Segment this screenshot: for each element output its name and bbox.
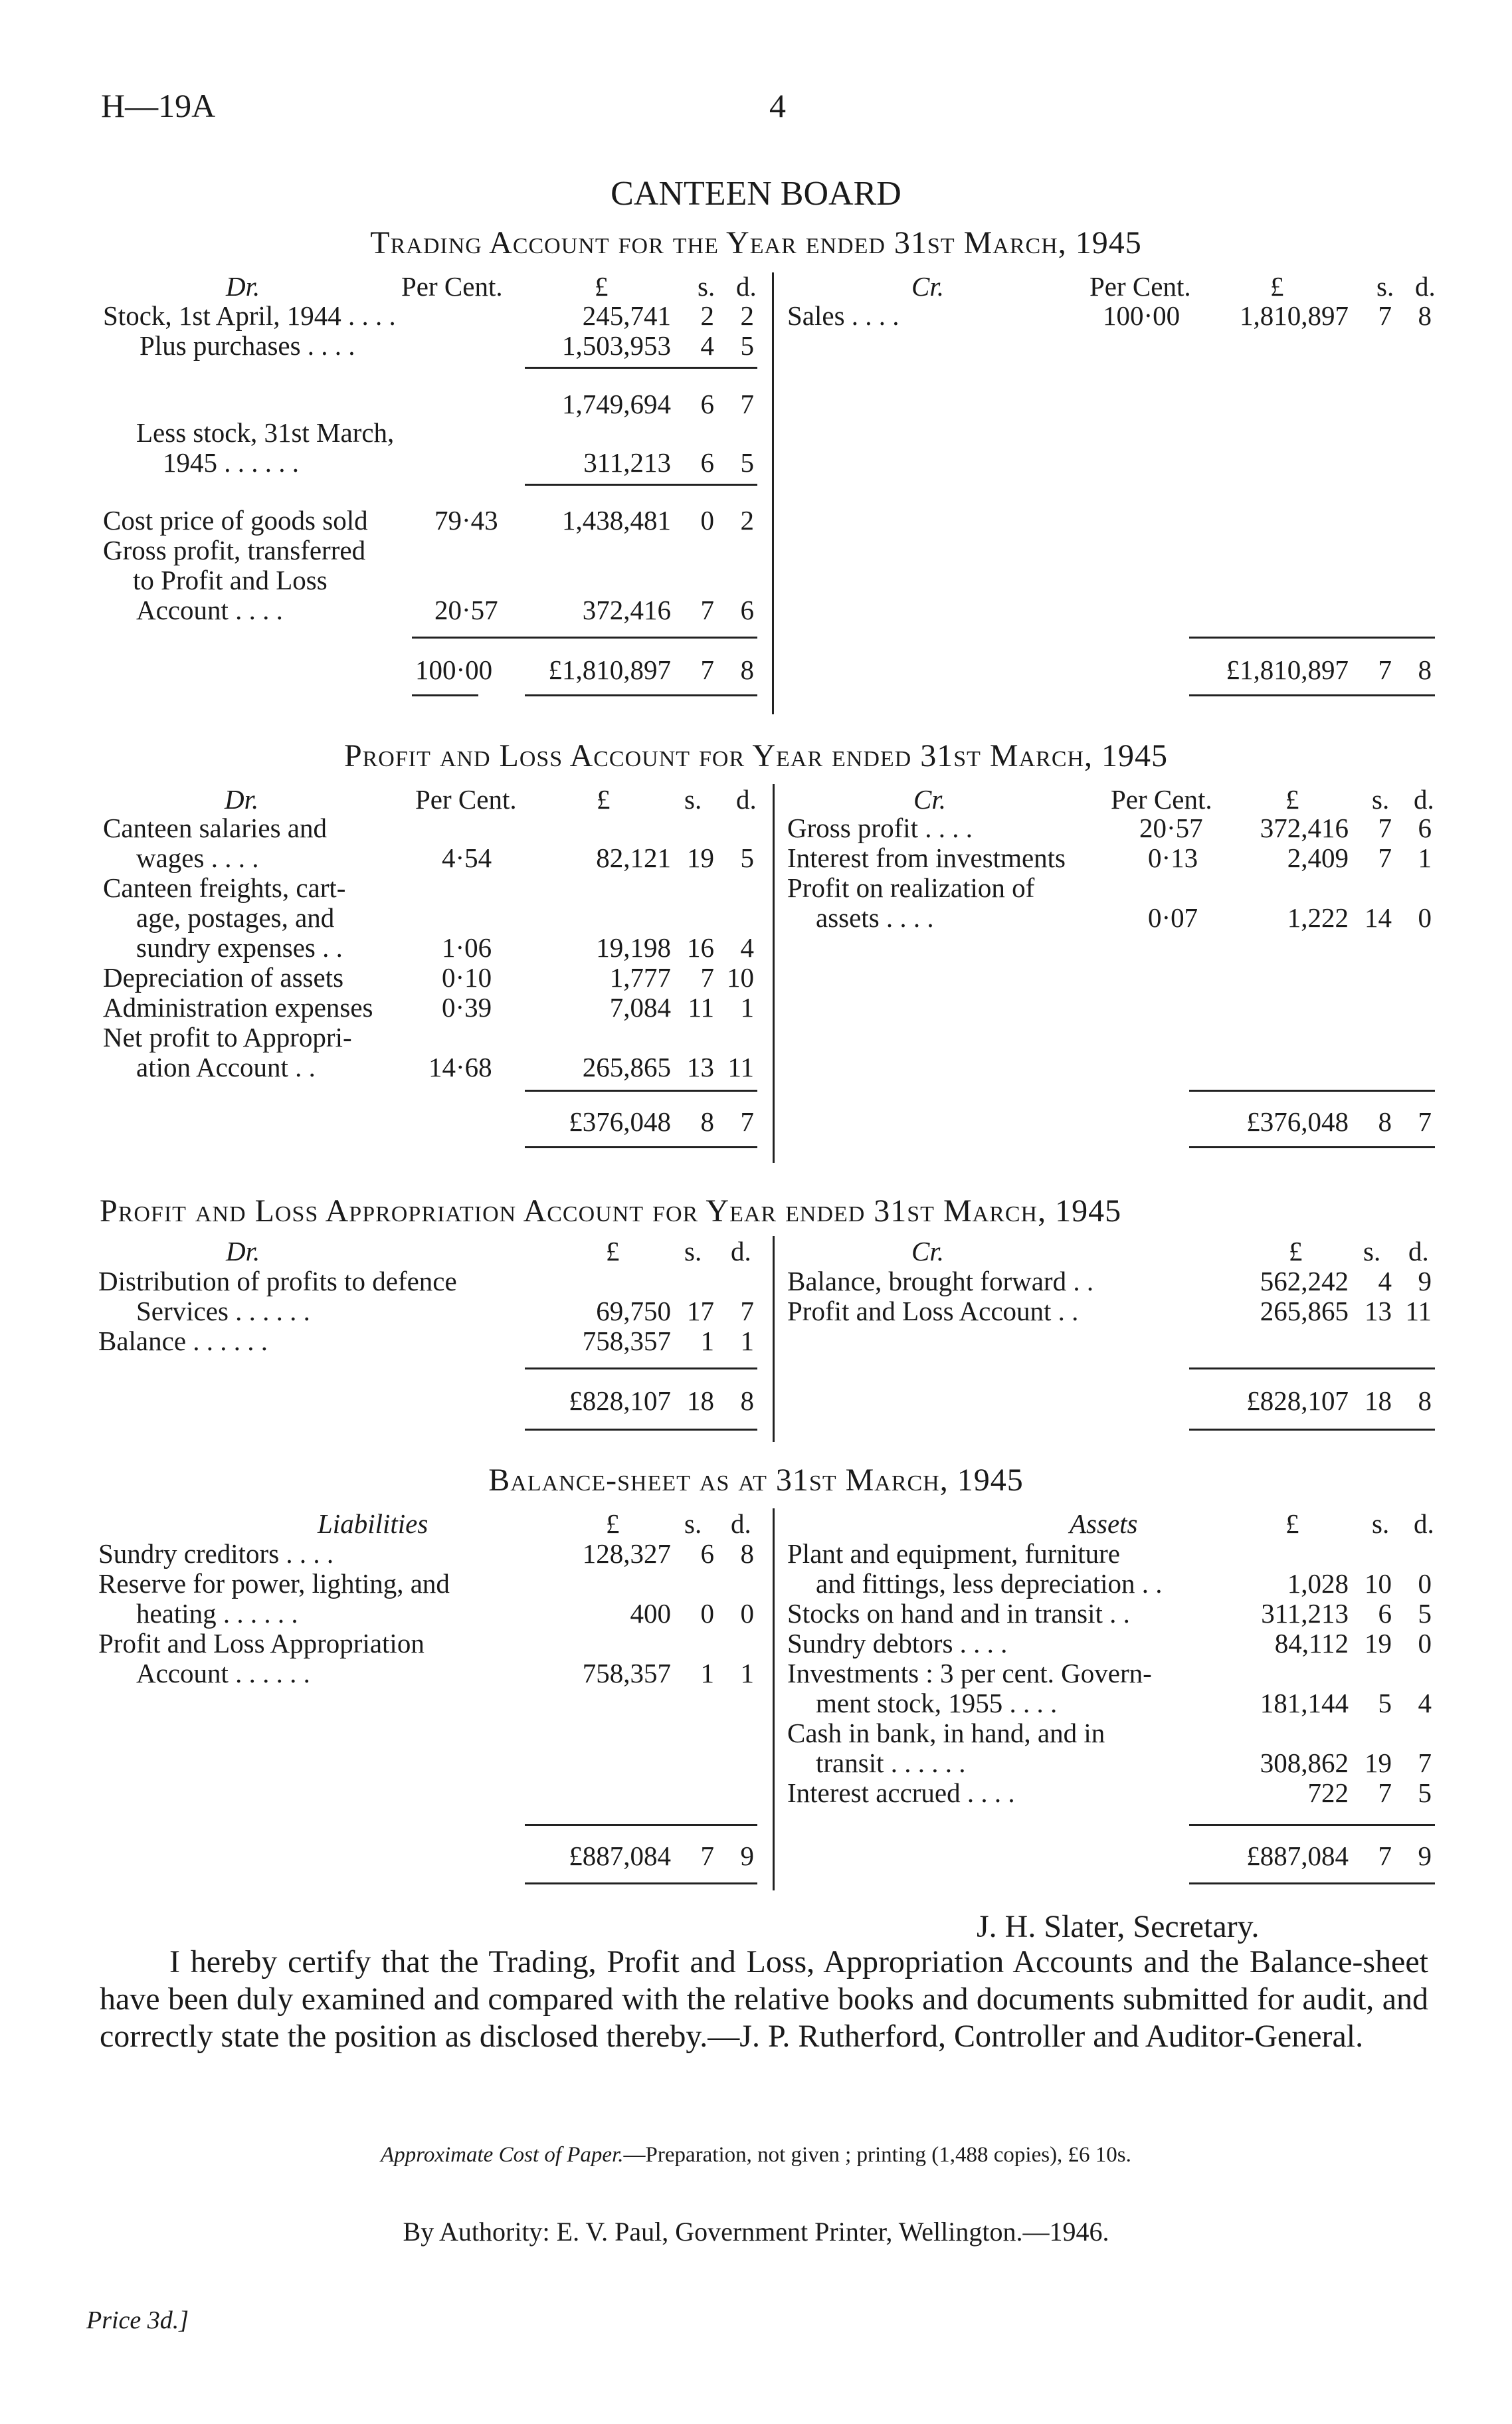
bs-pl-appropriation-pounds: 758,357 <box>582 1658 671 1688</box>
pl-dr-total-d: 7 <box>740 1106 754 1137</box>
bs-interest-accrued-pounds: 722 <box>1307 1777 1349 1808</box>
balance-sheet-title: Balance-sheet as at 31st March, 1945 <box>488 1463 1024 1498</box>
pl-interest-s: 7 <box>1378 843 1392 873</box>
pl-realization-d: 0 <box>1418 902 1432 933</box>
pl-interest-percent: 0·13 <box>1148 843 1198 873</box>
pl-cr-total-s: 8 <box>1378 1106 1392 1137</box>
pl-dr-s-header: s. <box>684 784 702 815</box>
bs-interest-accrued-d: 5 <box>1418 1777 1432 1808</box>
trading-dr-total-s: 7 <box>700 655 714 685</box>
app-pl-account-d: 11 <box>1405 1296 1432 1326</box>
trading-divider <box>772 272 774 714</box>
app-distribution-s: 17 <box>687 1296 714 1326</box>
trading-subtotal-d: 7 <box>740 389 754 419</box>
pl-admin-d: 1 <box>740 992 754 1023</box>
trading-less-stock-label: Less stock, 31st March, <box>136 417 395 448</box>
pl-salaries-d: 5 <box>740 843 754 873</box>
trading-stock-s: 2 <box>700 300 714 331</box>
pl-admin-label: Administration expenses <box>103 992 373 1023</box>
bs-creditors-pounds: 128,327 <box>582 1538 671 1569</box>
pl-salaries-pounds: 82,121 <box>596 843 671 873</box>
bs-assets-total-s: 7 <box>1378 1841 1392 1871</box>
pl-interest-pounds: 2,409 <box>1287 843 1349 873</box>
trading-gross-label-2: to Profit and Loss <box>133 565 328 595</box>
app-balance-label: Balance . . . . . . <box>98 1326 268 1356</box>
trading-sales-s: 7 <box>1378 300 1392 331</box>
bs-cash-d: 7 <box>1418 1748 1432 1778</box>
app-dr-total-s: 18 <box>687 1385 714 1416</box>
pl-freights-pounds: 19,198 <box>596 932 671 963</box>
pl-salaries-label: Canteen salaries and <box>103 813 327 843</box>
bs-stocks-d: 5 <box>1418 1598 1432 1629</box>
bs-assets-total-pounds: £887,084 <box>1246 1841 1349 1871</box>
trading-rule <box>1189 637 1435 639</box>
pl-gross-profit-label: Gross profit . . . . <box>787 813 973 843</box>
trading-cr-percent-header: Per Cent. <box>1089 271 1191 302</box>
document-code: H—19A <box>101 87 216 124</box>
pl-realization-pounds: 1,222 <box>1287 902 1349 933</box>
trading-purchases-label: Plus purchases . . . . <box>140 330 355 361</box>
bs-interest-accrued-s: 7 <box>1378 1777 1392 1808</box>
trading-cost-d: 2 <box>740 505 754 536</box>
bs-creditors-label: Sundry creditors . . . . <box>98 1538 334 1569</box>
bs-liab-pound-header: £ <box>606 1508 620 1539</box>
trading-purchases-pounds: 1,503,953 <box>562 330 671 361</box>
bs-investments-pounds: 181,144 <box>1260 1688 1349 1718</box>
pl-gross-profit-percent: 20·57 <box>1139 813 1203 843</box>
app-rule <box>525 1367 757 1369</box>
pl-cr-d-header: d. <box>1414 784 1434 815</box>
app-cr-total-pounds: £828,107 <box>1246 1385 1349 1416</box>
app-cr-total-d: 8 <box>1418 1385 1432 1416</box>
bs-assets-total-d: 9 <box>1418 1841 1432 1871</box>
bs-assets-s-header: s. <box>1372 1508 1390 1539</box>
app-distribution-label-2: Services . . . . . . <box>136 1296 310 1326</box>
pl-net-profit-pounds: 265,865 <box>582 1052 671 1082</box>
bs-liab-total-d: 9 <box>740 1841 754 1871</box>
pl-depreciation-d: 10 <box>727 962 754 993</box>
price: Price 3d.] <box>86 2306 189 2334</box>
bs-plant-label-2: and fittings, less depreciation . . <box>816 1568 1163 1599</box>
trading-rule <box>412 637 757 639</box>
trading-less-stock-label-2: 1945 . . . . . . <box>163 447 299 478</box>
trading-less-stock-s: 6 <box>700 447 714 478</box>
bs-assets-d-header: d. <box>1414 1508 1434 1539</box>
pl-dr-label: Dr. <box>225 784 259 815</box>
trading-rule <box>525 484 757 486</box>
pl-cr-pound-header: £ <box>1285 784 1299 815</box>
bs-plant-d: 0 <box>1418 1568 1432 1599</box>
app-dr-pound-header: £ <box>606 1236 620 1266</box>
pl-realization-percent: 0·07 <box>1148 902 1198 933</box>
appropriation-title: Profit and Loss Appropriation Account for Year ended 31st March, 1945 <box>100 1193 1122 1229</box>
trading-gross-s: 7 <box>700 595 714 625</box>
bs-debtors-pounds: 84,112 <box>1274 1628 1349 1659</box>
trading-stock-pounds: 245,741 <box>582 300 671 331</box>
bs-creditors-s: 6 <box>700 1538 714 1569</box>
app-dr-d-header: d. <box>731 1236 751 1266</box>
cost-of-paper-label: Approximate Cost of Paper. <box>381 2143 624 2167</box>
bs-rule <box>525 1824 757 1826</box>
trading-double-rule <box>1189 694 1435 696</box>
pl-freights-label: Canteen freights, cart- <box>103 872 346 903</box>
pl-net-profit-s: 13 <box>687 1052 714 1082</box>
bs-cash-label-2: transit . . . . . . <box>816 1748 966 1778</box>
bs-investments-label: Investments : 3 per cent. Govern- <box>787 1658 1152 1688</box>
pl-depreciation-percent: 0·10 <box>442 962 492 993</box>
pl-cr-percent-header: Per Cent. <box>1111 784 1212 815</box>
pl-depreciation-s: 7 <box>700 962 714 993</box>
pl-admin-s: 11 <box>688 992 714 1023</box>
trading-gross-percent: 20·57 <box>434 595 498 625</box>
trading-dr-total-percent: 100·00 <box>415 655 493 685</box>
balance-sheet-divider <box>773 1508 775 1890</box>
pl-realization-label: Profit on realization of <box>787 872 1035 903</box>
trading-cr-total-d: 8 <box>1418 655 1432 685</box>
pl-admin-percent: 0·39 <box>442 992 492 1023</box>
bs-cash-pounds: 308,862 <box>1260 1748 1349 1778</box>
trading-dr-total-d: 8 <box>740 655 754 685</box>
trading-cr-label: Cr. <box>911 271 945 302</box>
pl-rule <box>1189 1090 1435 1092</box>
pl-divider <box>773 784 775 1163</box>
trading-cost-label: Cost price of goods sold <box>103 505 368 536</box>
trading-double-rule <box>412 694 478 696</box>
app-cr-s-header: s. <box>1363 1236 1381 1266</box>
trading-gross-label-3: Account . . . . <box>136 595 283 625</box>
trading-subtotal-s: 6 <box>700 389 714 419</box>
trading-rule <box>525 367 757 369</box>
bs-cash-label: Cash in bank, in hand, and in <box>787 1718 1105 1748</box>
bs-pl-appropriation-label-2: Account . . . . . . <box>136 1658 310 1688</box>
pl-salaries-s: 19 <box>687 843 714 873</box>
trading-dr-pound-header: £ <box>595 271 609 302</box>
trading-cr-d-header: d. <box>1415 271 1436 302</box>
pl-freights-percent: 1·06 <box>442 932 492 963</box>
trading-gross-d: 6 <box>740 595 754 625</box>
bs-pl-appropriation-s: 1 <box>700 1658 714 1688</box>
trading-cr-pound-header: £ <box>1270 271 1284 302</box>
bs-liab-total-pounds: £887,084 <box>569 1841 671 1871</box>
trading-dr-label: Dr. <box>226 271 260 302</box>
bs-assets-label: Assets <box>1070 1508 1138 1539</box>
pl-cr-total-d: 7 <box>1418 1106 1432 1137</box>
page-number: 4 <box>769 87 786 124</box>
trading-cr-s-header: s. <box>1376 271 1394 302</box>
cost-of-paper-text: —Preparation, not given ; printing (1,488 copies), £6 10s. <box>623 2143 1131 2167</box>
app-pl-account-s: 13 <box>1365 1296 1392 1326</box>
pl-freights-s: 16 <box>687 932 714 963</box>
bs-interest-accrued-label: Interest accrued . . . . <box>787 1777 1015 1808</box>
bs-debtors-d: 0 <box>1418 1628 1432 1659</box>
bs-stocks-label: Stocks on hand and in transit . . <box>787 1598 1130 1629</box>
trading-purchases-s: 4 <box>700 330 714 361</box>
trading-less-stock-pounds: 311,213 <box>583 447 671 478</box>
app-double-rule <box>525 1429 757 1431</box>
pl-interest-d: 1 <box>1418 843 1432 873</box>
bs-assets-pound-header: £ <box>1285 1508 1299 1539</box>
bs-plant-s: 10 <box>1365 1568 1392 1599</box>
pl-freights-label-3: sundry expenses . . <box>136 932 343 963</box>
app-cr-total-s: 18 <box>1365 1385 1392 1416</box>
trading-sales-pounds: 1,810,897 <box>1240 300 1349 331</box>
trading-sales-label: Sales . . . . <box>787 300 899 331</box>
pl-gross-profit-s: 7 <box>1378 813 1392 843</box>
bs-double-rule <box>525 1882 757 1884</box>
pl-dr-total-pounds: £376,048 <box>569 1106 671 1137</box>
pl-cr-total-pounds: £376,048 <box>1246 1106 1349 1137</box>
pl-depreciation-pounds: 1,777 <box>609 962 671 993</box>
bs-stocks-s: 6 <box>1378 1598 1392 1629</box>
app-brought-forward-d: 9 <box>1418 1266 1432 1296</box>
bs-reserve-s: 0 <box>700 1598 714 1629</box>
trading-gross-label: Gross profit, transferred <box>103 535 366 565</box>
app-distribution-pounds: 69,750 <box>596 1296 671 1326</box>
pl-dr-total-s: 8 <box>700 1106 714 1137</box>
app-pl-account-label: Profit and Loss Account . . <box>787 1296 1079 1326</box>
app-balance-d: 1 <box>740 1326 754 1356</box>
app-balance-pounds: 758,357 <box>582 1326 671 1356</box>
cost-of-paper <box>0 2143 1512 2168</box>
pl-salaries-percent: 4·54 <box>442 843 492 873</box>
trading-sales-d: 8 <box>1418 300 1432 331</box>
pl-dr-percent-header: Per Cent. <box>415 784 517 815</box>
trading-cost-pounds: 1,438,481 <box>562 505 671 536</box>
bs-investments-s: 5 <box>1378 1688 1392 1718</box>
app-dr-total-d: 8 <box>740 1385 754 1416</box>
app-cr-label: Cr. <box>911 1236 945 1266</box>
bs-plant-pounds: 1,028 <box>1287 1568 1349 1599</box>
app-distribution-d: 7 <box>740 1296 754 1326</box>
app-cr-d-header: d. <box>1408 1236 1429 1266</box>
bs-liab-s-header: s. <box>684 1508 702 1539</box>
app-rule <box>1189 1367 1435 1369</box>
app-brought-forward-s: 4 <box>1378 1266 1392 1296</box>
app-balance-s: 1 <box>700 1326 714 1356</box>
trading-double-rule <box>525 694 757 696</box>
bs-liabilities-label: Liabilities <box>318 1508 428 1539</box>
bs-debtors-label: Sundry debtors . . . . <box>787 1628 1008 1659</box>
trading-dr-total-pounds: £1,810,897 <box>548 655 671 685</box>
trading-subtotal-pounds: 1,749,694 <box>562 389 671 419</box>
secretary-signature: J. H. Slater, Secretary. <box>977 1909 1260 1944</box>
pl-title: Profit and Loss Account for Year ended 31st March, 1945 <box>343 738 1169 773</box>
pl-net-profit-label-2: ation Account . . <box>136 1052 316 1082</box>
bs-pl-appropriation-label: Profit and Loss Appropriation <box>98 1628 425 1659</box>
pl-gross-profit-d: 6 <box>1418 813 1432 843</box>
pl-realization-label-2: assets . . . . <box>816 902 934 933</box>
trading-stock-d: 2 <box>740 300 754 331</box>
trading-cost-percent: 79·43 <box>434 505 498 536</box>
app-double-rule <box>1189 1429 1435 1431</box>
pl-gross-profit-pounds: 372,416 <box>1260 813 1349 843</box>
pl-salaries-label-2: wages . . . . <box>136 843 259 873</box>
pl-interest-label: Interest from investments <box>787 843 1066 873</box>
bs-investments-d: 4 <box>1418 1688 1432 1718</box>
trading-stock-label: Stock, 1st April, 1944 . . . . <box>103 300 396 331</box>
pl-rule <box>525 1090 757 1092</box>
trading-less-stock-d: 5 <box>740 447 754 478</box>
bs-stocks-pounds: 311,213 <box>1261 1598 1349 1629</box>
trading-cost-s: 0 <box>700 505 714 536</box>
bs-pl-appropriation-d: 1 <box>740 1658 754 1688</box>
pl-freights-d: 4 <box>740 932 754 963</box>
app-dr-label: Dr. <box>226 1236 260 1266</box>
printer-authority: By Authority: E. V. Paul, Government Printer, Wellington.—1946. <box>403 2217 1109 2247</box>
pl-net-profit-percent: 14·68 <box>428 1052 492 1082</box>
bs-reserve-label-2: heating . . . . . . <box>136 1598 298 1629</box>
auditor-certificate: I hereby certify that the Trading, Profit and Loss, Appropriation Accounts and the Balance-sheet have been duly examined and compared with the relative books and documents submitted for audit, and correctly state the position as disclosed thereby.—J. P. Rutherford, Controller and Auditor-General. <box>100 1944 1428 2054</box>
app-distribution-label: Distribution of profits to defence <box>98 1266 457 1296</box>
bs-investments-label-2: ment stock, 1955 . . . . <box>816 1688 1058 1718</box>
pl-dr-d-header: d. <box>736 784 757 815</box>
bs-debtors-s: 19 <box>1365 1628 1392 1659</box>
bs-rule <box>1189 1824 1435 1826</box>
trading-gross-pounds: 372,416 <box>582 595 671 625</box>
trading-purchases-d: 5 <box>740 330 754 361</box>
pl-freights-label-2: age, postages, and <box>136 902 335 933</box>
board-title: CANTEEN BOARD <box>611 175 901 213</box>
appropriation-divider <box>773 1236 775 1442</box>
bs-double-rule <box>1189 1882 1435 1884</box>
bs-liab-d-header: d. <box>731 1508 751 1539</box>
bs-reserve-label: Reserve for power, lighting, and <box>98 1568 450 1599</box>
app-dr-total-pounds: £828,107 <box>569 1385 671 1416</box>
pl-admin-pounds: 7,084 <box>609 992 671 1023</box>
trading-dr-s-header: s. <box>698 271 715 302</box>
pl-double-rule <box>1189 1146 1435 1148</box>
pl-cr-s-header: s. <box>1372 784 1390 815</box>
trading-sales-percent: 100·00 <box>1103 300 1181 331</box>
bs-reserve-pounds: 400 <box>630 1598 671 1629</box>
trading-cr-total-s: 7 <box>1378 655 1392 685</box>
trading-title: Trading Account for the Year ended 31st March, 1945 <box>370 225 1142 260</box>
trading-cr-total-pounds: £1,810,897 <box>1226 655 1349 685</box>
pl-net-profit-d: 11 <box>727 1052 754 1082</box>
pl-net-profit-label: Net profit to Appropri- <box>103 1022 352 1053</box>
pl-cr-label: Cr. <box>913 784 947 815</box>
app-pl-account-pounds: 265,865 <box>1260 1296 1349 1326</box>
pl-depreciation-label: Depreciation of assets <box>103 962 344 993</box>
bs-cash-s: 19 <box>1365 1748 1392 1778</box>
app-brought-forward-label: Balance, brought forward . . <box>787 1266 1094 1296</box>
bs-creditors-d: 8 <box>740 1538 754 1569</box>
app-dr-s-header: s. <box>684 1236 702 1266</box>
bs-liab-total-s: 7 <box>700 1841 714 1871</box>
trading-dr-percent-header: Per Cent. <box>401 271 503 302</box>
app-cr-pound-header: £ <box>1289 1236 1303 1266</box>
bs-plant-label: Plant and equipment, furniture <box>787 1538 1120 1569</box>
app-brought-forward-pounds: 562,242 <box>1260 1266 1349 1296</box>
pl-dr-pound-header: £ <box>597 784 611 815</box>
pl-realization-s: 14 <box>1365 902 1392 933</box>
pl-double-rule <box>525 1146 757 1148</box>
trading-dr-d-header: d. <box>736 271 757 302</box>
bs-reserve-d: 0 <box>740 1598 754 1629</box>
